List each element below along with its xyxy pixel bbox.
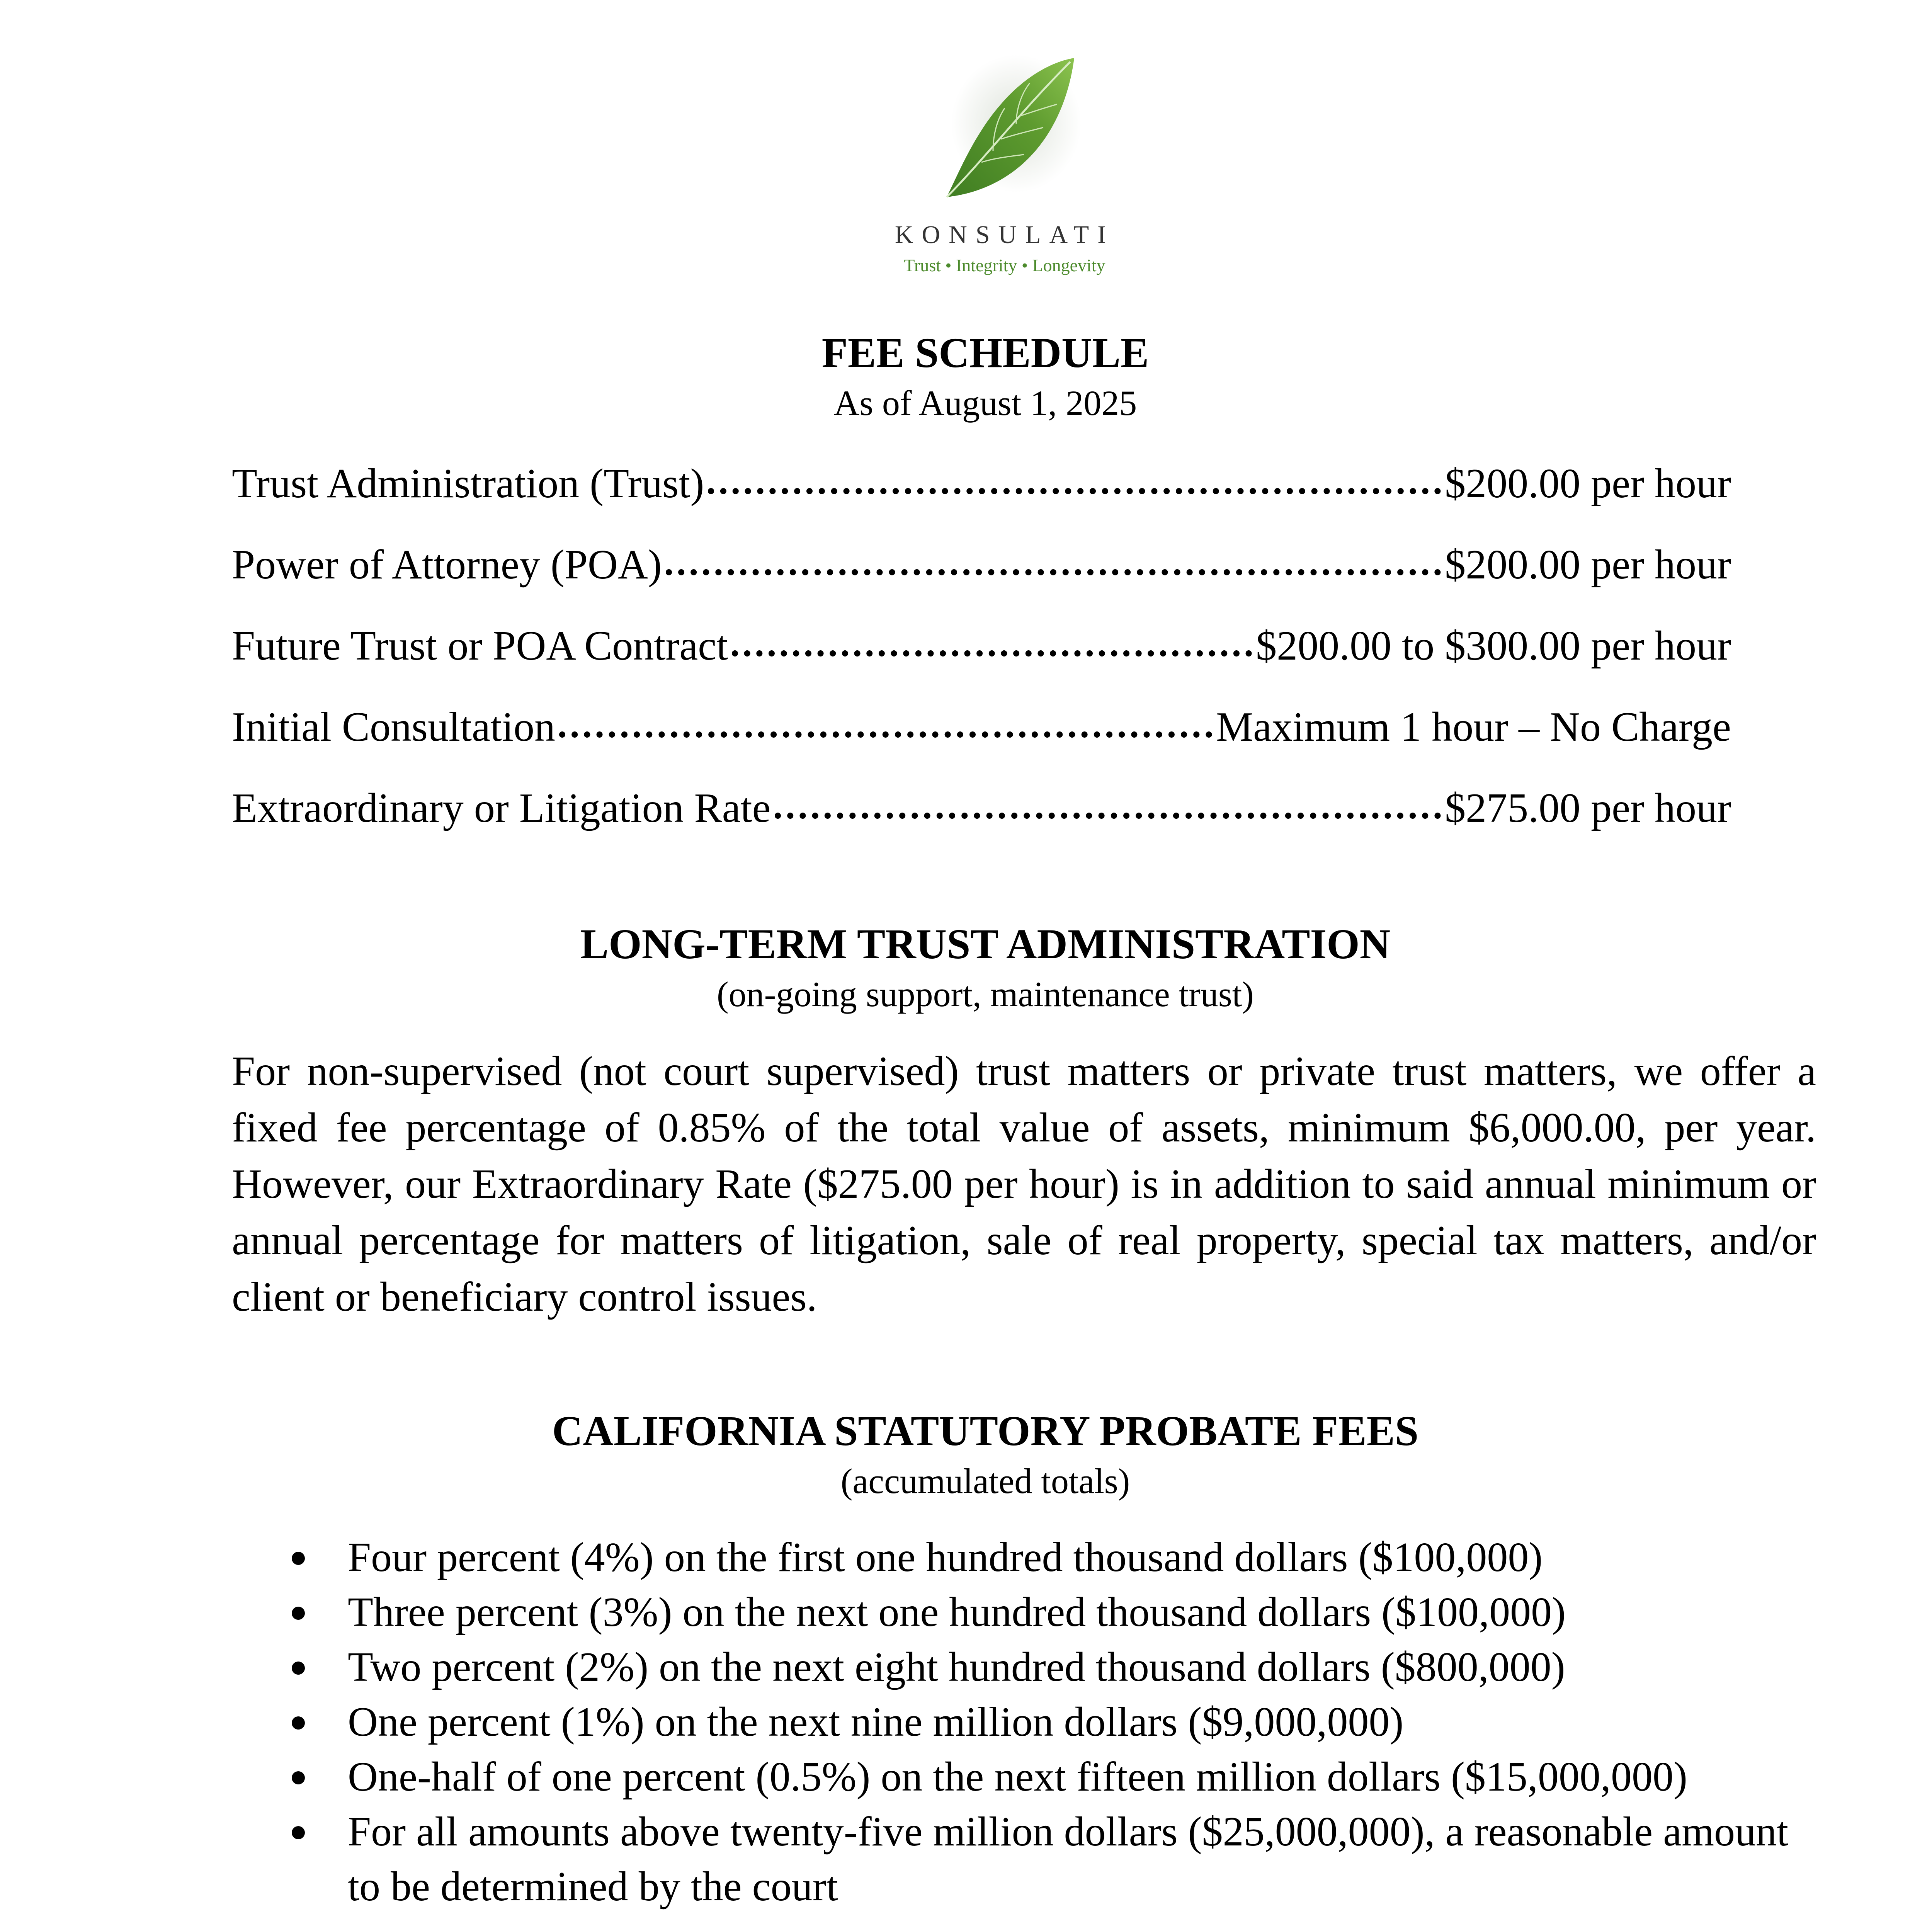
fee-line-trust-admin [232, 460, 1731, 510]
dot-leader [708, 488, 1441, 494]
fee-line-initial-consultation [232, 703, 1731, 753]
bullet-icon [292, 1607, 305, 1620]
fee-line-poa [232, 541, 1731, 591]
bullet-icon [292, 1771, 305, 1784]
fee-label: Initial Consultation [232, 704, 555, 750]
fee-label: Future Trust or POA Contract [232, 623, 728, 669]
dot-leader [559, 731, 1212, 738]
long-term-subtitle: (on-going support, maintenance trust) [717, 975, 1254, 1014]
list-item: Four percent (4%) on the first one hundred thousand dollars ($100,000) [232, 1530, 1816, 1585]
bullet-icon [292, 1662, 305, 1675]
leaf-icon [935, 46, 1082, 209]
fee-value: $200.00 per hour [1445, 542, 1731, 588]
list-item: One percent (1%) on the next nine million dollars ($9,000,000) [232, 1695, 1816, 1750]
fee-label: Power of Attorney (POA) [232, 542, 662, 588]
bullet-icon [292, 1716, 305, 1730]
list-item: Three percent (3%) on the next one hundred thousand dollars ($100,000) [232, 1585, 1816, 1640]
list-item: Two percent (2%) on the next eight hundred thousand dollars ($800,000) [232, 1640, 1816, 1695]
probate-subtitle: (accumulated totals) [840, 1461, 1130, 1501]
dot-leader [732, 650, 1252, 656]
bullet-icon [292, 1552, 305, 1565]
fee-line-future-contract [232, 622, 1731, 672]
dot-leader [775, 813, 1441, 819]
fee-value: $200.00 per hour [1445, 461, 1731, 507]
brand-name: KONSULATI [895, 221, 1115, 249]
list-item: One-half of one percent (0.5%) on the next fifteen million dollars ($15,000,000) [232, 1750, 1816, 1804]
fee-line-extraordinary [232, 784, 1731, 835]
fee-value: $200.00 to $300.00 per hour [1256, 623, 1731, 669]
fee-schedule-date: As of August 1, 2025 [833, 383, 1137, 423]
brand-tagline: Trust • Integrity • Longevity [904, 255, 1105, 275]
probate-title: CALIFORNIA STATUTORY PROBATE FEES [552, 1407, 1419, 1454]
fee-schedule-title: FEE SCHEDULE [821, 329, 1149, 376]
long-term-body: For non-supervised (not court supervised) trust matters or private trust matters, we offer a fixed fee percentage of 0.85% of the total value of assets, minimum $6,000.00, per year. However, our Extraordinary Rate ($275.00 per hour) is in addition to said annual minimum or annual percentage for matters of litigation, sale of real property, special tax matters, and/or client or beneficiary control issues. [232, 1048, 1816, 1320]
probate-fee-list [232, 1530, 1816, 1914]
dot-leader [666, 569, 1441, 575]
fee-value: $275.00 per hour [1445, 785, 1731, 831]
fee-label: Extraordinary or Litigation Rate [232, 785, 771, 831]
list-item: For all amounts above twenty-five million dollars ($25,000,000), a reasonable amount to be determined by the court [232, 1804, 1816, 1914]
fee-value: Maximum 1 hour – No Charge [1216, 704, 1731, 750]
bullet-icon [292, 1826, 305, 1839]
fee-label: Trust Administration (Trust) [232, 461, 704, 507]
long-term-title: LONG-TERM TRUST ADMINISTRATION [580, 920, 1391, 968]
konsulati-logo [889, 39, 1121, 278]
